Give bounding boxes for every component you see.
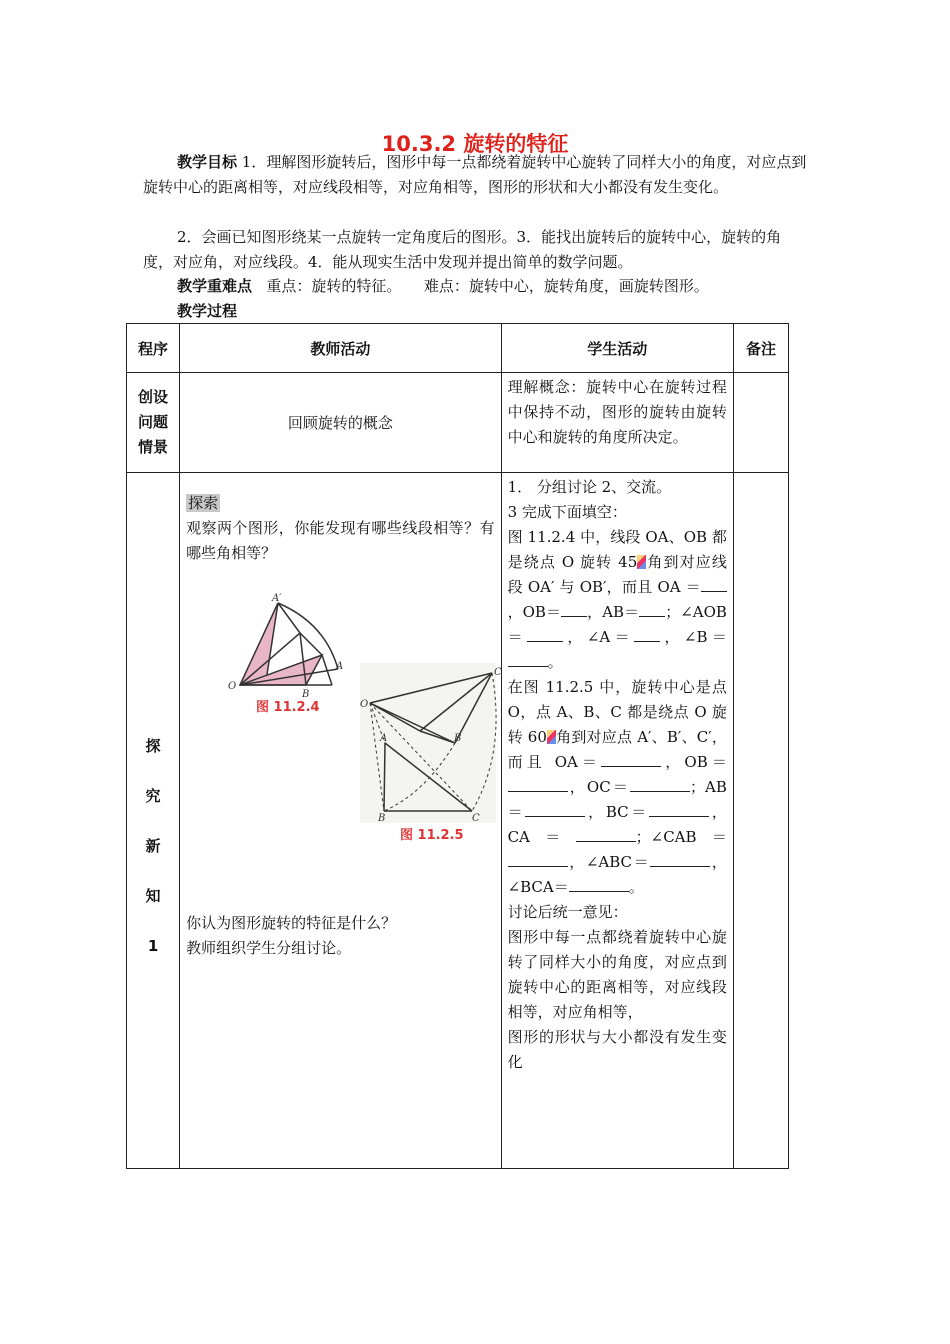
header-note: 备注: [733, 324, 788, 373]
blank-field[interactable]: [701, 591, 727, 592]
blank-field[interactable]: [639, 616, 665, 617]
header-program: 程序: [127, 324, 180, 373]
explore-label: 探索: [188, 494, 219, 512]
svg-text:A′: A′: [272, 593, 282, 604]
svg-text:B: B: [302, 689, 310, 700]
figure-11-2-5: [360, 663, 502, 843]
blank-field[interactable]: [634, 641, 660, 642]
header-student: 学生活动: [501, 324, 733, 373]
svg-text:O: O: [360, 699, 369, 710]
note-cell: [733, 373, 788, 473]
figure-11-2-4: [228, 593, 343, 715]
blank-field[interactable]: [561, 616, 587, 617]
stage-cell: [127, 473, 180, 1169]
header-teacher: 教师活动: [180, 324, 501, 373]
teacher-closing: [180, 909, 402, 963]
student-activity: 理解概念：旋转中心在旋转过程中保持不动，图形的旋转由旋转中心和旋转的角度所决定。: [507, 378, 727, 446]
teacher-cell: [180, 373, 501, 473]
page-title: 10.3.2 旋转的特征: [381, 132, 569, 156]
blank-field[interactable]: [630, 791, 690, 792]
blank-field[interactable]: [508, 666, 548, 667]
teacher-question-2: 你认为图形旋转的特征是什么？: [186, 914, 397, 932]
student-cell: [501, 373, 733, 473]
blank-field[interactable]: [508, 791, 568, 792]
blank-field[interactable]: [601, 766, 661, 767]
keypoints-text: 重点：旋转的特征。 难点：旋转中心，旋转角度，画旋转图形。: [266, 277, 709, 295]
svg-text:C: C: [494, 667, 502, 678]
svg-text:B: B: [378, 813, 386, 824]
blank-field[interactable]: [650, 866, 710, 867]
rotation-figures: [210, 593, 502, 843]
lesson-table: [126, 323, 789, 1169]
degree-symbol-icon: [547, 730, 556, 744]
svg-text:B: B: [454, 733, 462, 744]
fill-in-11-2-4: 图 11.2.4 中，线段 OA、OB 都是绕点 O 旋转 45 角到对应线段 OA′ 与 OB′，而且 OA ＝，OB＝ ，AB＝ ；∠AOB＝ ，∠A＝ ，∠B＝。: [507, 528, 727, 671]
keypoints-label: 教学重难点: [177, 277, 253, 295]
teacher-question-1: 观察两个图形，你能发现有哪些线段相等？有哪些角相等？: [186, 519, 495, 562]
svg-text:O: O: [228, 681, 237, 692]
figure-caption-2: 图 11.2.5: [400, 828, 464, 843]
figure-caption-1: 图 11.2.4: [256, 700, 320, 715]
degree-symbol-icon: [637, 555, 646, 569]
table-row: [127, 373, 789, 473]
teacher-question-3: 教师组织学生分组讨论。: [186, 939, 352, 957]
note-cell: [733, 473, 788, 1169]
svg-text:C: C: [472, 813, 480, 824]
blank-field[interactable]: [576, 841, 636, 842]
table-header-row: [127, 324, 789, 373]
blank-field[interactable]: [508, 866, 568, 867]
objective-text-2: 2．会画已知图形绕某一点旋转一定角度后的图形。3．能找出旋转后的旋转中心，旋转的角度，对应角，对应线段。4．能从现实生活中发现并提出简单的数学问题。: [143, 228, 782, 271]
stage-label: 创设问题情景: [138, 388, 169, 456]
process-label: 教学过程: [177, 302, 238, 320]
blank-field[interactable]: [569, 891, 629, 892]
stage-label: 探 究 新 知 1: [145, 736, 161, 955]
objective-paragraph: [143, 150, 808, 200]
svg-text:A: A: [380, 733, 388, 744]
teacher-cell: [180, 473, 501, 1169]
objective-text-1: 1．理解图形旋转后，图形中每一点都绕着旋转中心旋转了同样大小的角度，对应点到旋转中心的距离相等，对应线段相等，对应角相等，图形的形状和大小都没有发生变化。: [143, 153, 807, 196]
student-activity: 1． 分组讨论 2、交流。 3 完成下面填空： 图 11.2.4 中，线段 OA、OB 都是绕点 O 旋转 45 角到对应线段 OA′ 与 OB′，而且 OA ＝，OB＝ ，AB＝ ；∠AOB＝ ，∠A＝ ，∠B＝。 在图 11.2.5 中，旋转中心是点 O，点 A、B、C 都是绕点 O 旋转 60 角到对应点 A′、B′、C′，而且 OA＝ ，OB＝，OC＝ ；AB＝ ，BC＝ ，CA＝ ；∠CAB＝，∠ABC＝ ，∠BCA＝ 。 讨论后统一意见： 图形中每一点都绕着旋转中心旋转了同样大小的角度，对应点到旋转中心的距离相等，对应线段相等，对应角相等， 图形的形状与大小都没有发生变化: [507, 478, 727, 1071]
student-cell: [501, 473, 733, 1169]
stage-cell: [127, 373, 180, 473]
teacher-activity: 回顾旋转的概念: [287, 414, 393, 432]
blank-field[interactable]: [527, 641, 563, 642]
fill-in-11-2-5: 在图 11.2.5 中，旋转中心是点 O，点 A、B、C 都是绕点 O 旋转 60 角到对应点 A′、B′、C′，而且 OA＝ ，OB＝，OC＝ ；AB＝ ，BC＝ ，CA＝ ；∠CAB＝，∠ABC＝ ，∠BCA＝ 。: [507, 678, 727, 896]
table-row: [127, 473, 789, 1169]
keypoints-paragraph: [143, 274, 808, 299]
svg-text:A: A: [336, 661, 344, 672]
blank-field[interactable]: [649, 816, 709, 817]
blank-field[interactable]: [525, 816, 585, 817]
teacher-explore: [180, 473, 500, 568]
objective-label: 教学目标: [177, 153, 238, 171]
